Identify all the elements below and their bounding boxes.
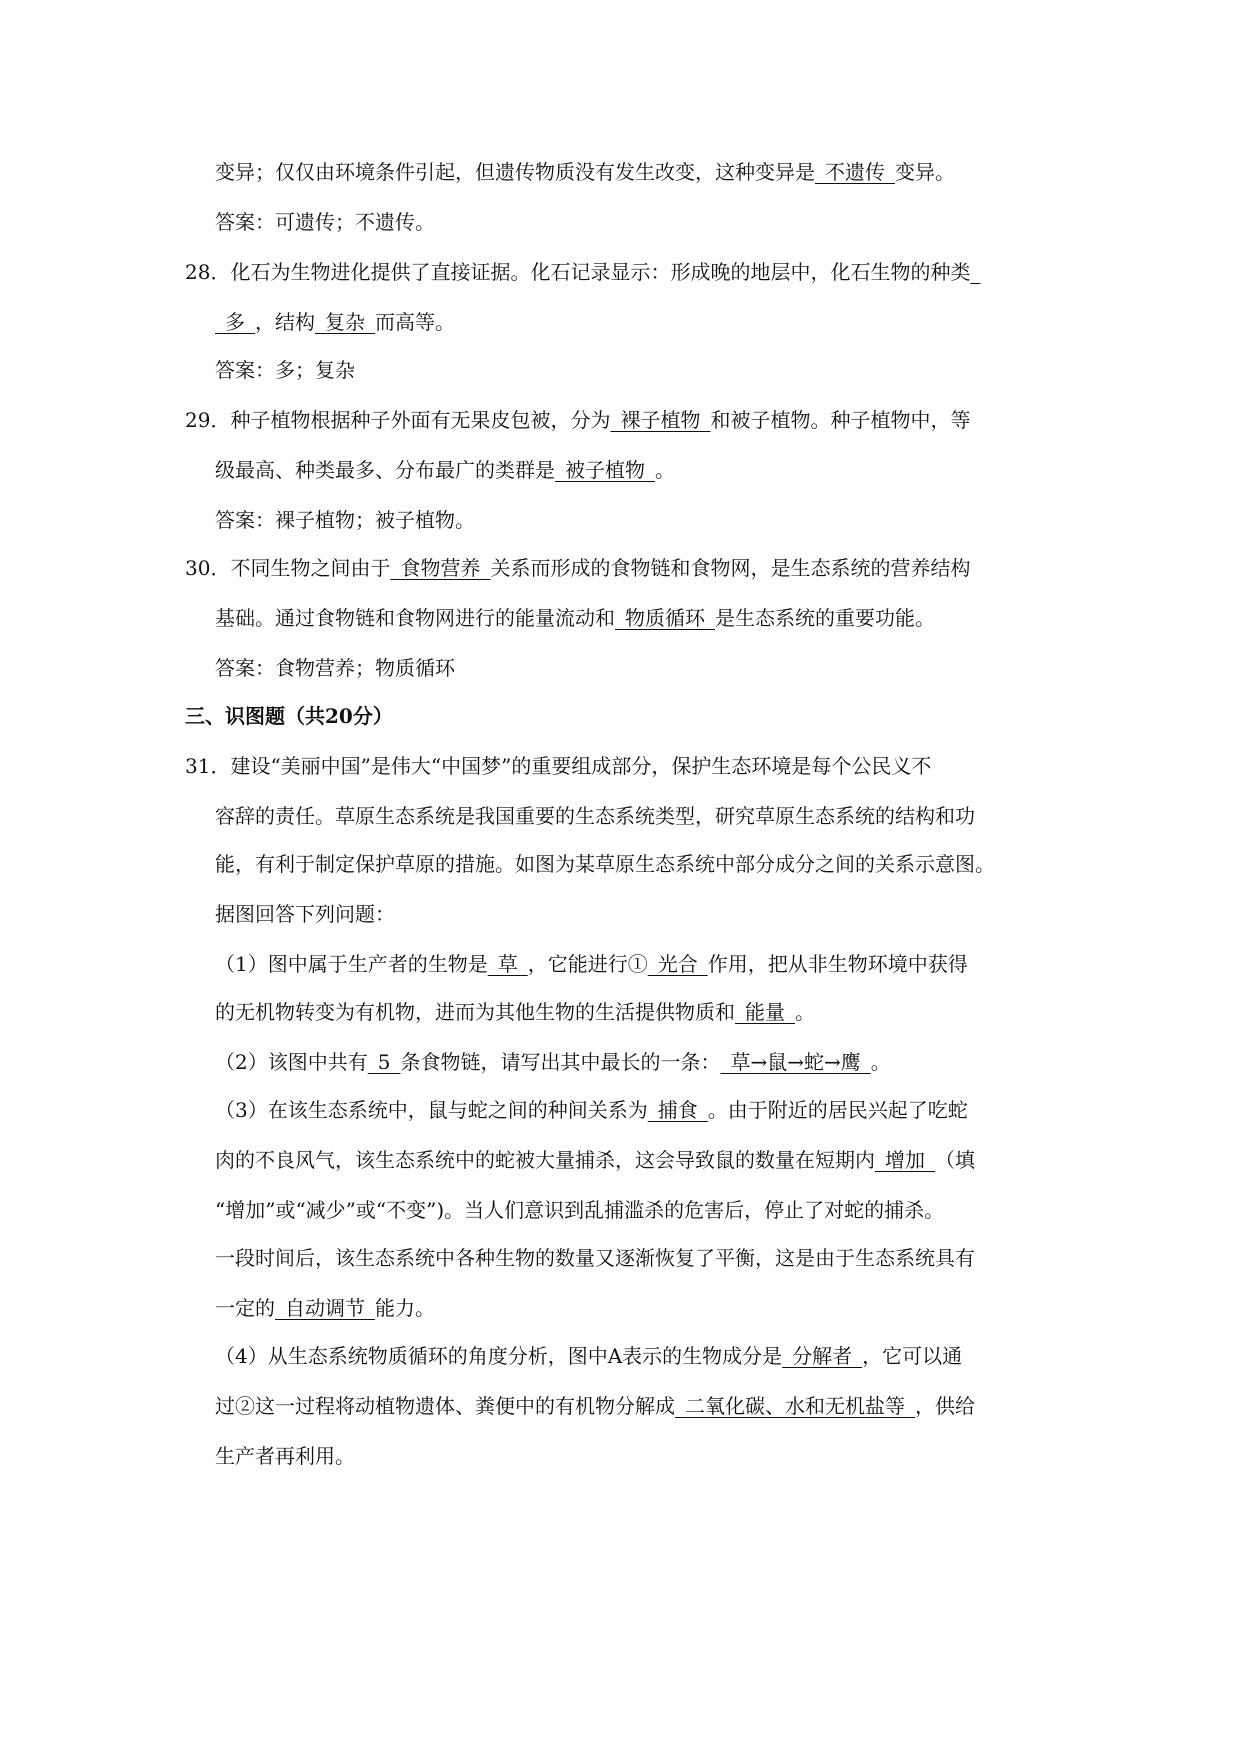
sub-question-3 — [215, 1100, 968, 1120]
text-line — [215, 1248, 975, 1268]
text-run: “增加”或“减少”或“不变”)。当人们意识到乱捕滥杀的危害后，停止了对蛇的捕杀。 — [215, 1198, 945, 1222]
answer-blank: 自动调节 — [275, 1296, 375, 1320]
text-line — [215, 904, 395, 924]
text-run: 和被子植物。种子植物中，等 — [710, 408, 971, 432]
text-line — [215, 460, 675, 480]
text-run: （3）在该生态系统中，鼠与蛇之间的种间关系为 — [215, 1098, 648, 1122]
text-run: 30．不同生物之间由于 — [185, 556, 391, 580]
answer-blank: 被子植物 — [555, 458, 655, 482]
text-line — [215, 806, 975, 826]
answer-blank: 分解者 — [782, 1344, 863, 1368]
text-run: 一段时间后，该生态系统中各种生物的数量又逐渐恢复了平衡，这是由于生态系统具有 — [215, 1246, 975, 1270]
text-run: 基础。通过食物链和食物网进行的能量流动和 — [215, 606, 615, 630]
text-run: 答案：食物营养；物质循环 — [215, 656, 455, 680]
sub-question-2 — [215, 1052, 891, 1072]
text-run: 过②这一过程将动植物遗体、粪便中的有机物分解成 — [215, 1394, 675, 1418]
text-line — [215, 1002, 815, 1022]
text-run: ，它能进行① — [527, 952, 648, 976]
text-run: 级最高、种类最多、分布最广的类群是 — [215, 458, 555, 482]
text-run: 是生态系统的重要功能。 — [715, 606, 935, 630]
text-line — [215, 1200, 944, 1220]
question-29 — [185, 410, 970, 430]
section-heading — [185, 706, 393, 726]
text-line — [215, 1396, 975, 1416]
text-run: ，供给 — [915, 1394, 975, 1418]
text-run: （1）图中属于生产者的生物是 — [215, 952, 488, 976]
text-run: 。由于附近的居民兴起了吃蛇 — [707, 1098, 968, 1122]
text-line — [215, 1150, 975, 1170]
question-30 — [185, 558, 970, 578]
text-run: 。 — [870, 1050, 891, 1074]
answer-blank: 物质循环 — [615, 606, 715, 630]
text-run: 。 — [655, 458, 675, 482]
answer-blank: 能量 — [735, 1000, 795, 1024]
text-run: 而高等。 — [375, 310, 455, 334]
answer-blank: 5 — [367, 1050, 401, 1074]
text-run: 答案：多；复杂 — [215, 358, 355, 382]
question-28 — [185, 262, 980, 282]
text-line — [215, 162, 955, 182]
answer-blank: 食物营养 — [390, 556, 491, 580]
answer-blank: 不遗传 — [815, 160, 895, 184]
text-run: 答案：可遗传；不遗传。 — [215, 210, 435, 234]
text-run: 变异；仅仅由环境条件引起，但遗传物质没有发生改变，这种变异是 — [215, 160, 815, 184]
text-line — [215, 1298, 435, 1318]
text-run: 容辞的责任。草原生态系统是我国重要的生态系统类型，研究草原生态系统的结构和功 — [215, 804, 975, 828]
text-run: 生产者再利用。 — [215, 1444, 355, 1468]
sub-question-1 — [215, 954, 968, 974]
text-run: ，结构 — [255, 310, 315, 334]
answer-blank: 增加 — [875, 1148, 935, 1172]
text-line — [215, 1446, 355, 1466]
text-run: （填 — [935, 1148, 975, 1172]
answer-blank: 多 — [215, 310, 255, 334]
question-31 — [185, 756, 931, 776]
answer-line — [215, 510, 475, 530]
text-line — [215, 608, 935, 628]
text-run: （4）从生态系统物质循环的角度分析，图中A表示的生物成分是 — [215, 1344, 783, 1368]
text-run: 能力。 — [375, 1296, 435, 1320]
answer-blank — [970, 260, 980, 284]
answer-blank: 草→鼠→蛇→鹰 — [720, 1050, 871, 1074]
answer-blank: 草 — [487, 952, 528, 976]
sub-question-4 — [215, 1346, 962, 1366]
text-run: 肉的不良风气，该生态系统中的蛇被大量捕杀，这会导致鼠的数量在短期内 — [215, 1148, 875, 1172]
text-run: 关系而形成的食物链和食物网，是生态系统的营养结构 — [490, 556, 971, 580]
text-run: （2）该图中共有 — [215, 1050, 368, 1074]
text-line — [215, 312, 455, 332]
answer-line — [215, 212, 435, 232]
text-run: 能，有利于制定保护草原的措施。如图为某草原生态系统中部分成分之间的关系示意图。 — [215, 852, 995, 876]
text-run: 的无机物转变为有机物，进而为其他生物的生活提供物质和 — [215, 1000, 735, 1024]
text-run: 变异。 — [895, 160, 955, 184]
answer-blank: 二氧化碳、水和无机盐等 — [675, 1394, 915, 1418]
text-run: 一定的 — [215, 1296, 275, 1320]
answer-blank: 捕食 — [647, 1098, 708, 1122]
answer-blank: 光合 — [647, 952, 708, 976]
text-run: 三、识图题（共20分） — [185, 704, 393, 728]
text-line — [215, 854, 995, 874]
text-run: 。 — [795, 1000, 815, 1024]
text-run: 答案：裸子植物；被子植物。 — [215, 508, 475, 532]
text-run: 据图回答下列问题： — [215, 902, 395, 926]
answer-line — [215, 360, 355, 380]
text-run: 31．建设“美丽中国”是伟大“中国梦”的重要组成部分，保护生态环境是每个公民义不 — [185, 754, 932, 778]
text-run: 作用，把从非生物环境中获得 — [707, 952, 968, 976]
text-run: 条食物链，请写出其中最长的一条： — [400, 1050, 721, 1074]
answer-blank: 复杂 — [315, 310, 375, 334]
answer-blank: 裸子植物 — [610, 408, 711, 432]
answer-line — [215, 658, 455, 678]
text-run: ，它可以通 — [862, 1344, 963, 1368]
text-run: 28．化石为生物进化提供了直接证据。化石记录显示：形成晚的地层中，化石生物的种类 — [185, 260, 971, 284]
text-run: 29．种子植物根据种子外面有无果皮包被，分为 — [185, 408, 611, 432]
